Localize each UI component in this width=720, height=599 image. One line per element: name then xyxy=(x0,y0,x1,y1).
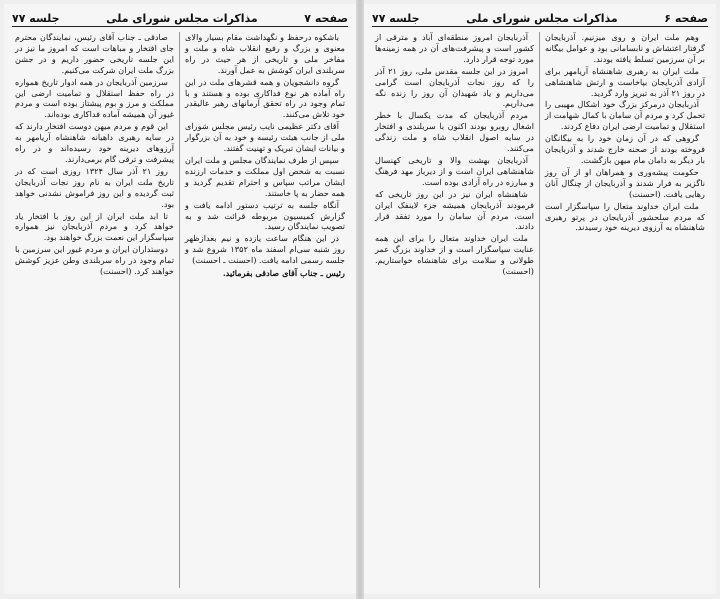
paragraph: باشکوه درحفظ و نگهداشت مقام بسیار والای معنوی و بزرگ و رفیع انقلاب شاه و ملت و مفاخر ملی و تاریخی از هر حیث در راه سربلندی ایران کوشش به عمل آورند. xyxy=(185,32,345,75)
page-title: مذاکرات مجلس شورای ملی xyxy=(106,11,258,25)
paragraph: این قوم و مردم میهن دوست افتخار دارند که در سایه رهبری داهیانه شاهنشاه آریامهر به آرزوهای دیرینه خود رسیده‌اند و در راه پیشرفت و ترقی گام برمی‌دارند. xyxy=(15,121,174,164)
page-6 xyxy=(364,4,716,594)
paragraph: سپس از طرف نمایندگان مجلس و ملت ایران نسبت به شخص اول مملکت و خدمات ارزنده ایشان مراتب سپاس و احترام تقدیم گردید و همه حضار به پا خاستند. xyxy=(185,154,345,198)
page-number: صفحه ۶ xyxy=(664,11,708,25)
paragraph: آذربایجان درمرکز بزرگ خود اشکال مهیبی را تحمل کرد و مردم آن سامان با کمال شهامت از استقلال و تمامیت ارضی ایران دفاع کردند. xyxy=(545,99,705,132)
paragraph: مردم آذربایجان که مدت یکسال با خطر اشغال روبرو بودند اکنون با سربلندی و افتخار در سایه اصول انقلاب شاه و ملت زندگی می‌کنند. xyxy=(375,110,534,154)
session-number: جلسه ۷۷ xyxy=(12,11,60,25)
paragraph: ملت ایران خداوند متعال را سپاسگزار است که مردم سلحشور آذربایجان در پرتو رهبری شاهنشاه به آرزوی دیرینه خود رسیدند. xyxy=(545,200,705,233)
left-column xyxy=(10,32,180,588)
paragraph: صادقی ـ جناب آقای رئیس، نمایندگان محترم جای افتخار و مباهات است که امروز ما نیز در این جلسه تاریخی حضور داریم و در جشن بزرگ ملت ایران شرکت می‌کنیم. xyxy=(15,32,174,75)
text-columns xyxy=(10,32,350,588)
paragraph: حکومت پیشه‌وری و همراهان او از آن روز ناگزیر به فرار شدند و آذربایجان از چنگال آنان رهایی یافت. (احسنت) xyxy=(545,166,705,199)
paragraph: آذربایجان امروز منطقه‌ای آباد و مترقی از کشور است و پیشرفت‌های آن در همه زمینه‌ها مورد توجه قرار دارد. xyxy=(375,32,534,64)
book-gutter xyxy=(356,0,364,599)
paragraph: شاهنشاه ایران نیز در این روز تاریخی که فرمودند آذربایجان همیشه جزء لاینفک ایران است، مردم آن سامان را مورد تفقد قرار دادند. xyxy=(375,188,534,232)
page-7 xyxy=(4,4,356,594)
paragraph: تا ابد ملت ایران از این روز با افتخار یاد خواهد کرد و مردم آذربایجان نیز همواره سپاسگزار این نعمت بزرگ خواهند بود. xyxy=(15,210,174,243)
paragraph: وهم ملت ایران و روی میزنیم. آذربایجان گرفتار اغتشاش و نابسامانی بود و عوامل بیگانه بر آن سرزمین تسلط یافته بودند. xyxy=(545,32,705,64)
page-header xyxy=(12,10,348,27)
paragraph: دوستداران ایران و مردم غیور این سرزمین با تمام وجود در راه سربلندی وطن عزیز کوشش خواهند کرد. (احسنت) xyxy=(15,244,174,277)
paragraph: امروز در این جلسه مقدس ملی، روز ۲۱ آذر را که روز نجات آذربایجان است گرامی می‌داریم و یاد شهیدان آن روز را زنده نگه می‌داریم. xyxy=(375,65,534,109)
session-number: جلسه ۷۷ xyxy=(372,11,420,25)
page-header xyxy=(372,10,708,27)
page-number: صفحه ۷ xyxy=(304,11,348,25)
speaker-line: رئیس ـ جناب آقای صادقی بفرمائید. xyxy=(222,268,345,279)
paragraph: آنگاه جلسه به ترتیب دستور ادامه یافت و گزارش کمیسیون مربوطه قرائت شد و به تصویب نمایندگان رسید. xyxy=(185,199,345,232)
text-columns xyxy=(370,32,710,588)
page-title: مذاکرات مجلس شورای ملی xyxy=(466,11,618,25)
right-column xyxy=(180,32,350,588)
paragraph: در این هنگام ساعت یازده و نیم بعدازظهر روز شنبه سی‌ام اسفند ماه ۱۳۵۲ شروع شد و جلسه رسمی ادامه یافت. (احسنت ـ احسنت) xyxy=(185,233,345,266)
left-column xyxy=(370,32,540,588)
paragraph: ملت ایران خداوند متعال را برای این همه عنایت سپاسگزار است و از خداوند بزرگ عمر طولانی و سلامت برای شاهنشاه خواستاریم. (احسنت) xyxy=(375,233,534,277)
paragraph: ملت ایران به رهبری شاهنشاه آریامهر برای آزادی آذربایجان بپاخاست و ارتش شاهنشاهی در روز ۲۱ آذر به تبریز وارد گردید. xyxy=(545,65,705,98)
paragraph: گروهی که در آن زمان خود را به بیگانگان فروخته بودند از صحنه خارج شدند و آذربایجان بار دیگر به دامان مام میهن بازگشت. xyxy=(545,133,705,165)
right-column xyxy=(540,32,710,588)
paragraph: آقای دکتر عظیمی نایب رئیس مجلس شورای ملی از جانب هیئت رئیسه و خود به آن بزرگوار و بیانات ایشان تبریک و تهنیت گفتند. xyxy=(185,121,345,154)
paragraph: روز ۲۱ آذر سال ۱۳۲۴ روزی است که در تاریخ ملت ایران به نام روز نجات آذربایجان ثبت گردیده و این روز فراموش نشدنی خواهد بود. xyxy=(15,165,174,209)
paragraph: آذربایجان بهشت والا و تاریخی کهنسال شاهنشاهی ایران است و از دیرباز مهد فرهنگ و مبارزه در راه آزادی بوده است. xyxy=(375,154,534,187)
paragraph: گروه دانشجویان و همه قشرهای ملت در این راه آماده هر نوع فداکاری بوده و هستند و با تمام وجود در راه تحقق آرمانهای رهبر عالیقدر خود تلاش می‌کنند. xyxy=(185,76,345,120)
paragraph: سرزمین آذربایجان در همه ادوار تاریخ همواره در راه حفظ استقلال و تمامیت ارضی این مملکت و مرز و بوم پیشتاز بوده است و مردم غیور آن همیشه آماده فداکاری بوده‌اند. xyxy=(15,76,174,120)
